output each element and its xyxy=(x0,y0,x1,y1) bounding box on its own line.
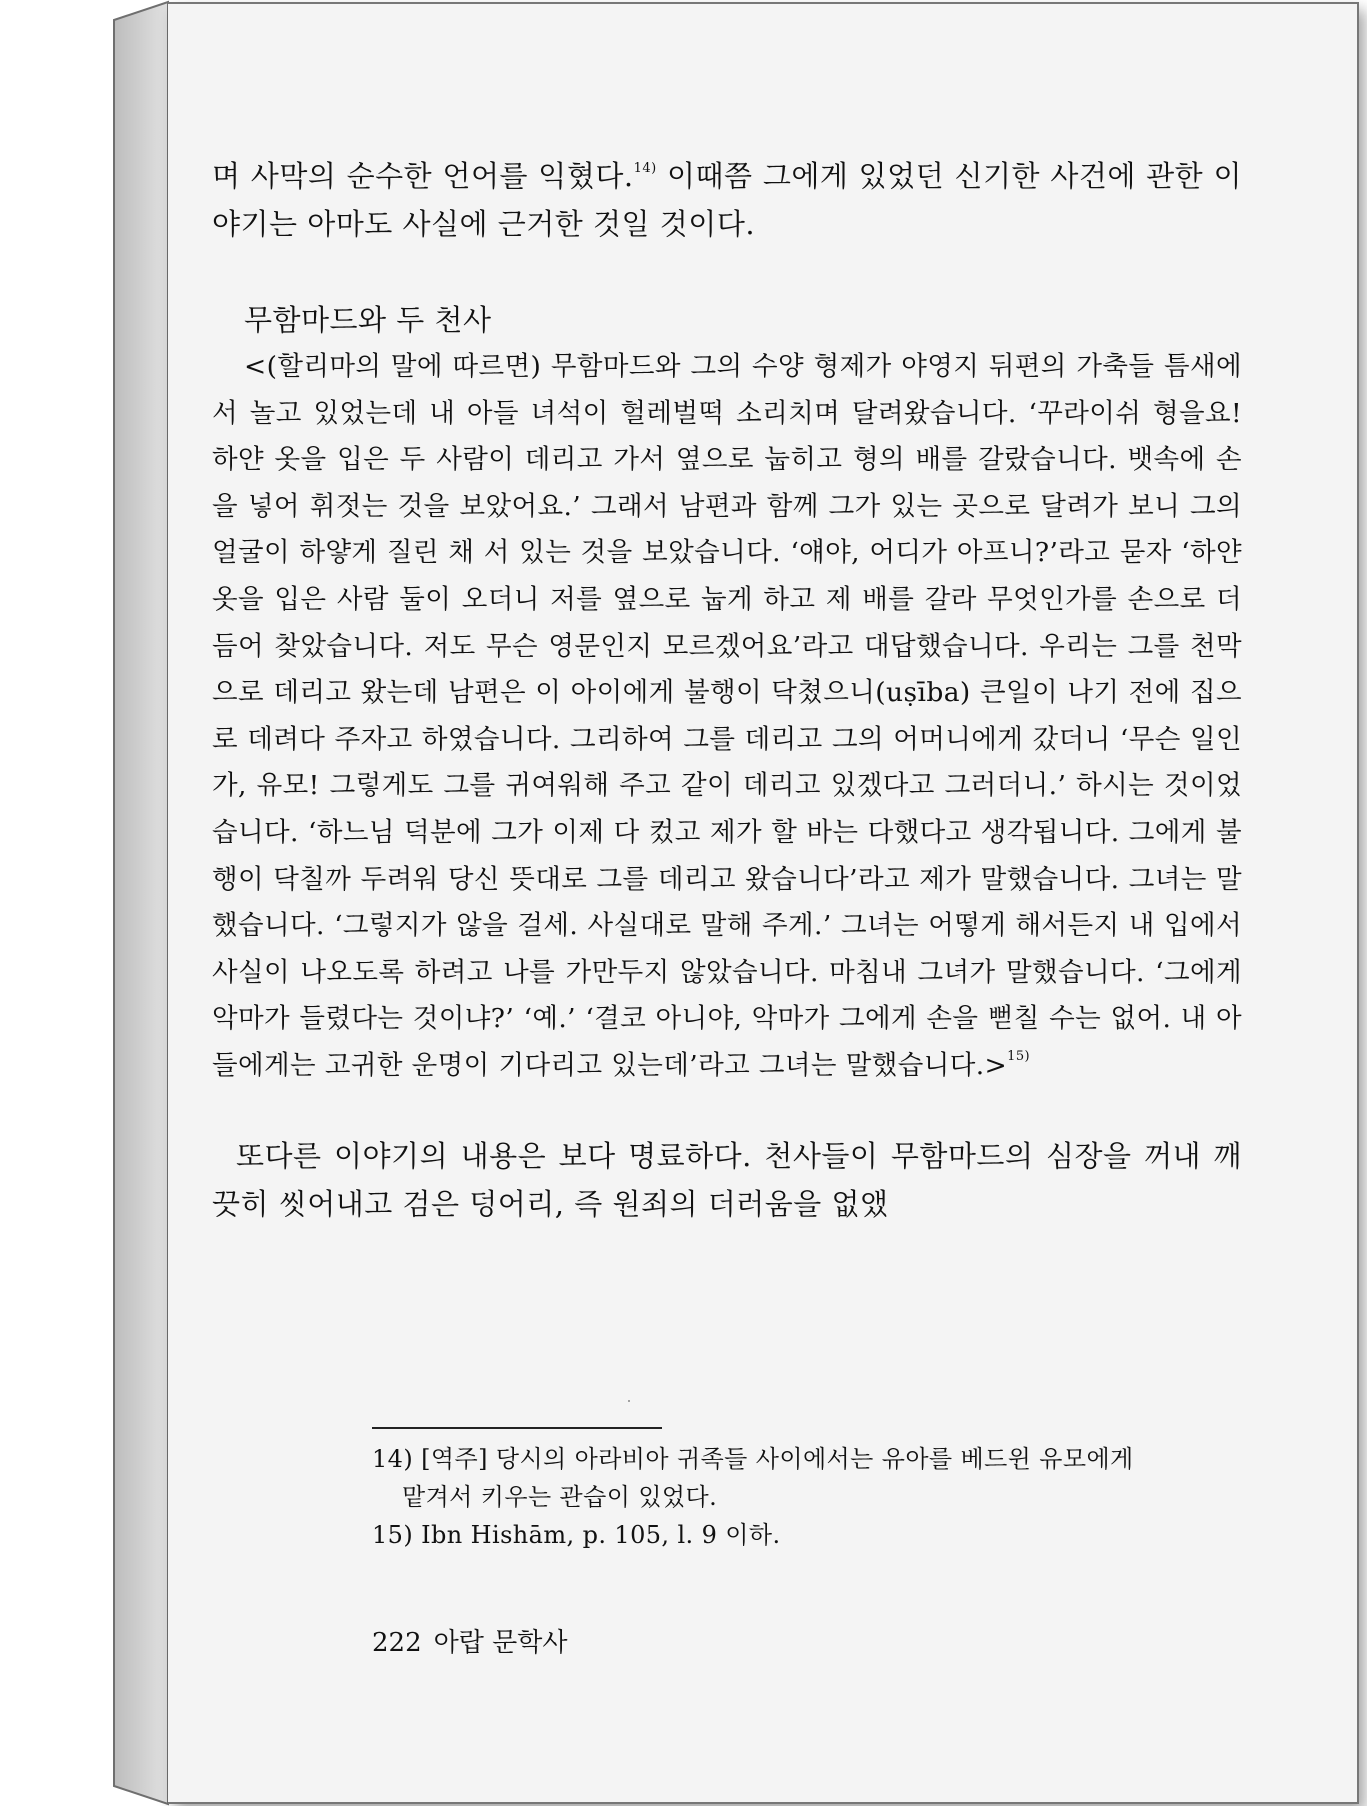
lead-paragraph xyxy=(212,152,1242,248)
footnotes xyxy=(372,1440,1242,1554)
footnote-divider xyxy=(372,1427,662,1429)
footnote-15 xyxy=(372,1516,1242,1554)
lead-paragraph-text-continued: 이때쯤 그에게 있었던 신기한 사건에 관한 이야기는 아마도 사실에 근거한 것일 것이다. xyxy=(212,159,1243,241)
book-spine-graphic xyxy=(112,0,172,1806)
footnote-15-text: Ibn Hishām, p. 105, l. 9 이하. xyxy=(421,1521,781,1549)
book-spine xyxy=(112,0,172,1806)
footnote-14 xyxy=(372,1440,1242,1516)
footnote-14-text: [역주] 당시의 아라비아 귀족들 사이에서는 유아를 베드윈 유모에게 xyxy=(421,1445,1134,1473)
second-paragraph-text: 또다른 이야기의 내용은 보다 명료하다. 천사들이 무함마드의 심장을 꺼내 깨끗히 씻어내고 검은 덩어리, 즉 원죄의 더러움을 없앴 xyxy=(212,1138,1242,1221)
second-paragraph xyxy=(212,1132,1242,1228)
print-speck xyxy=(628,1400,630,1402)
quoted-narrative xyxy=(212,344,1242,1090)
page-number: 222 xyxy=(372,1628,422,1658)
page-footer xyxy=(372,1626,568,1660)
footnote-ref-14: 14) xyxy=(633,161,657,176)
running-title: 아랍 문학사 xyxy=(433,1628,568,1658)
footnote-14-number: 14) xyxy=(372,1445,414,1473)
page-body xyxy=(212,152,1242,1228)
footnote-15-number: 15) xyxy=(372,1521,414,1549)
footnote-ref-15: 15) xyxy=(1007,1048,1030,1064)
section-heading: 무함마드와 두 천사 xyxy=(244,303,492,337)
lead-paragraph-text: 며 사막의 순수한 언어를 익혔다. xyxy=(212,159,634,193)
footnote-14-text-continued: 맡겨서 키우는 관습이 있었다. xyxy=(402,1483,718,1511)
quoted-narrative-text: <(할리마의 말에 따르면) 무함마드와 그의 수양 형제가 야영지 뒤편의 가축들 틈새에서 놀고 있었는데 내 아들 녀석이 헐레벌떡 소리치며 달려왔습니다. ‘꾸라이쉬 형을요! 하얀 옷을 입은 두 사람이 데리고 가서 옆으로 눕히고 형의 배를 갈랐습니다. 뱃속에 손을 넣어 휘젓는 것을 보았어요.’ 그래서 남편과 함께 그가 있는 곳으로 달려가 보니 그의 얼굴이 하얗게 질린 채 서 있는 것을 보았습니다. ‘얘야, 어디가 아프니?’라고 묻자 ‘하얀 옷을 입은 사람 둘이 오더니 저를 옆으로 눕게 하고 제 배를 갈라 무엇인가를 손으로 더듬어 찾았습니다. 저도 무슨 영문인지 모르겠어요’라고 대답했습니다. 우리는 그를 천막으로 데리고 왔는데 남편은 이 아이에게 불행이 닥쳤으니(uṣība) 큰일이 나기 전에 집으로 데려다 주자고 하였습니다. 그리하여 그를 데리고 그의 어머니에게 갔더니 ‘무슨 일인가, 유모! 그렇게도 그를 귀여워해 주고 같이 데리고 있겠다고 그러더니.’ 하시는 것이었습니다. ‘하느님 덕분에 그가 이제 다 컸고 제가 할 바는 다했다고 생각됩니다. 그에게 불행이 닥칠까 두려워 당신 뜻대로 그를 데리고 왔습니다’라고 제가 말했습니다. 그녀는 말했습니다. ‘그렇지가 않을 걸세. 사실대로 말해 주게.’ 그녀는 어떻게 해서든지 내 입에서 사실이 나오도록 하려고 나를 가만두지 않았습니다. 마침내 그녀가 말했습니다. ‘그에게 악마가 들렸다는 것이냐?’ ‘예.’ ‘결코 아니야, 악마가 그에게 손을 뻗칠 수는 없어. 내 아들에게는 고귀한 운명이 기다리고 있는데’라고 그녀는 말했습니다.> xyxy=(212,351,1242,1081)
